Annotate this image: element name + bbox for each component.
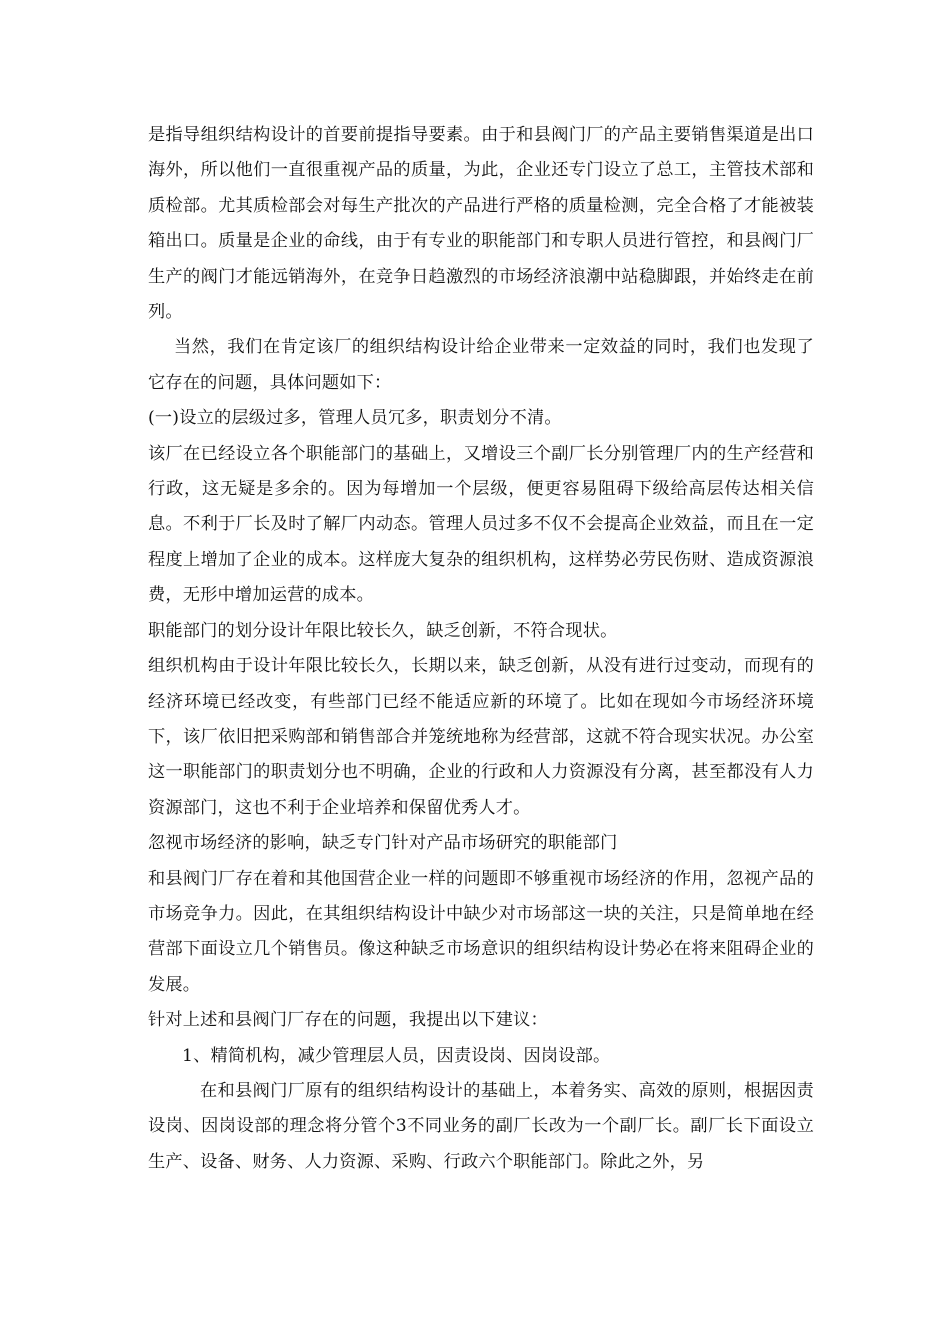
heading-outdated-departments: 职能部门的划分设计年限比较长久，缺乏创新，不符合现状。 xyxy=(148,620,618,641)
paragraph-quality-control: 是指导组织结构设计的首要前提指导要素。由于和县阀门厂的产品主要销售渠道是出口海外，所以他们一直很重视产品的质量，为此，企业还专门设立了总工，主管技术部和质检部。尤其质检部会对每生产批次的产品进行严格的质量检测，完全合格了才能被装箱出口。质量是企业的命线，由于有专业的职能部门和专职人员进行管控，和县阀门厂生产的阀门才能远销海外，在竞争日趋激烈的市场经济浪潮中站稳脚跟，并始终走在前列。 xyxy=(148,125,814,323)
heading-too-many-levels: (一)设立的层级过多，管理人员冗多，职责划分不清。 xyxy=(148,408,562,429)
document-body xyxy=(148,118,814,1180)
heading-suggestion-1: 1、精简机构，减少管理层人员，因责设岗、因岗设部。 xyxy=(182,1045,611,1066)
paragraph-too-many-levels: 该厂在已经设立各个职能部门的基础上，又增设三个副厂长分别管理厂内的生产经营和行政，这无疑是多余的。因为每增加一个层级，便更容易阻碍下级给高层传达相关信息。不利于厂长及时了解厂内动态。管理人员过多不仅不会提高企业效益，而且在一定程度上增加了企业的成本。这样庞大复杂的组织机构，这样势必劳民伤财、造成资源浪费，无形中增加运营的成本。 xyxy=(148,443,814,606)
paragraph-outdated-departments: 组织机构由于设计年限比较长久，长期以来，缺乏创新，从没有进行过变动，而现有的经济环境已经改变，有些部门已经不能适应新的环境了。比如在现如今市场经济环境下，该厂依旧把采购部和销售部合并笼统地称为经营部，这就不符合现实状况。办公室这一职能部门的职责划分也不明确，企业的行政和人力资源没有分离，甚至都没有人力资源部门，这也不利于企业培养和保留优秀人才。 xyxy=(148,656,814,818)
paragraph-problems-intro: 当然，我们在肯定该厂的组织结构设计给企业带来一定效益的同时，我们也发现了它存在的问题，具体问题如下： xyxy=(148,337,814,393)
paragraph-market-neglect: 和县阀门厂存在着和其他国营企业一样的问题即不够重视市场经济的作用，忽视产品的市场竞争力。因此，在其组织结构设计中缺少对市场部这一块的关注，只是简单地在经营部下面设立几个销售员。像这种缺乏市场意识的组织结构设计势必在将来阻碍企业的发展。 xyxy=(148,868,814,995)
paragraph-suggestions-intro: 针对上述和县阀门厂存在的问题，我提出以下建议： xyxy=(148,1010,548,1031)
heading-market-neglect: 忽视市场经济的影响，缺乏专门针对产品市场研究的职能部门 xyxy=(148,833,618,854)
paragraph-suggestion-1: 在和县阀门厂原有的组织结构设计的基础上，本着务实、高效的原则，根据因责设岗、因岗设部的理念将分管个3不同业务的副厂长改为一个副厂长。副厂长下面设立生产、设备、财务、人力资源、采购、行政六个职能部门。除此之外，另 xyxy=(148,1080,814,1172)
